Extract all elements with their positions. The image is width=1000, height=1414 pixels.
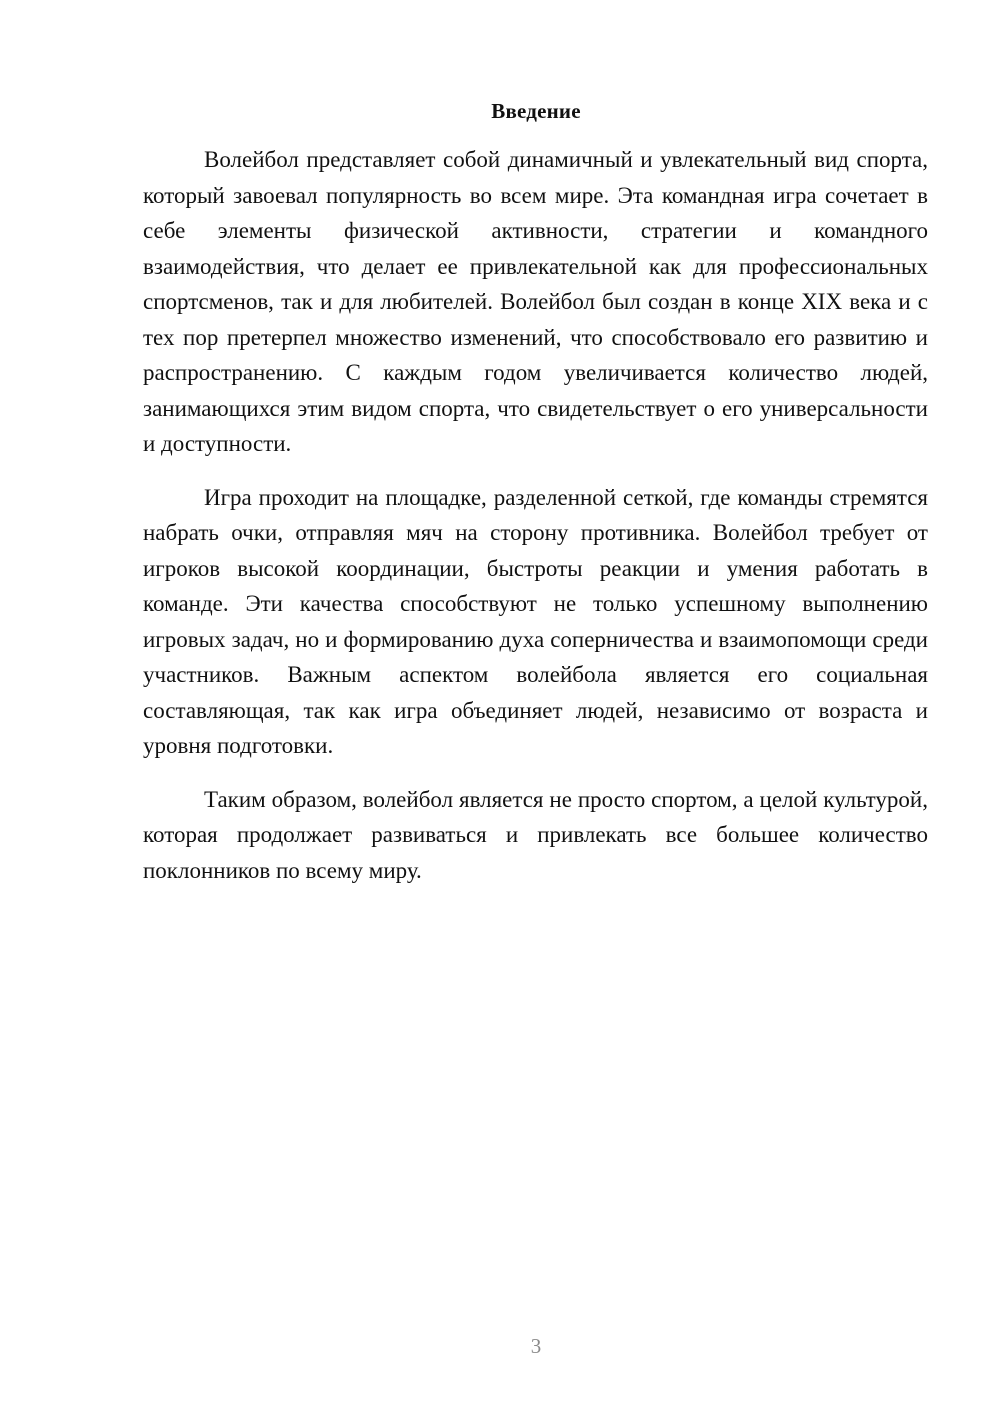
body-text: [143, 142, 928, 888]
paragraph-1: Волейбол представляет собой динамичный и увлекательный вид спорта, который завоевал популярность во всем мире. Эта командная игра сочетает в себе элементы физической активности, стратегии и командного взаимодействия, что делает ее привлекательной как для профессиональных спортсменов, так и для любителей. Волейбол был создан в конце XIX века и с тех пор претерпел множество изменений, что способствовало его развитию и распространению. С каждым годом увеличивается количество людей, занимающихся этим видом спорта, что свидетельствует о его универсальности и доступности.: [143, 147, 928, 456]
paragraph-2: Игра проходит на площадке, разделенной сеткой, где команды стремятся набрать очки, отправляя мяч на сторону противника. Волейбол требует от игроков высокой координации, быстроты реакции и умения работать в команде. Эти качества способствуют не только успешному выполнению игровых задач, но и формированию духа соперничества и взаимопомощи среди участников. Важным аспектом волейбола является его социальная составляющая, так как игра объединяет людей, независимо от возраста и уровня подготовки.: [143, 484, 928, 758]
section-heading: Введение: [491, 99, 581, 123]
paragraph-3: Таким образом, волейбол является не просто спортом, а целой культурой, которая продолжает развиваться и привлекать все большее количество поклонников по всему миру.: [143, 786, 928, 883]
page-number: 3: [530, 1334, 542, 1358]
